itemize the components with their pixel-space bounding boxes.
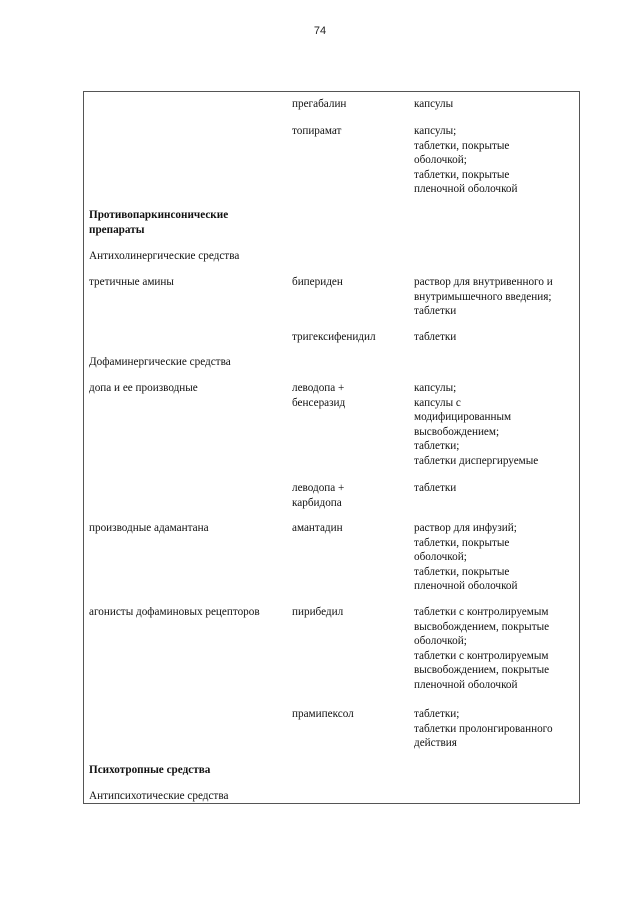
- dosage-form-line: таблетки, покрытые: [414, 536, 510, 549]
- dosage-form-line: капсулы: [414, 98, 454, 110]
- dosage-form-line: таблетки с контролируемым: [414, 649, 549, 662]
- drug-class: третичные амины: [89, 276, 174, 288]
- dosage-form-line: таблетки с контролируемым: [414, 606, 549, 618]
- drug-name: прегабалин: [292, 98, 347, 110]
- dosage-form-line: оболочкой;: [414, 154, 467, 167]
- drug-class: агонисты дофаминовых рецепторов: [89, 606, 260, 618]
- dosage-form-line: оболочкой;: [414, 635, 467, 648]
- drug-name: пирибедил: [292, 606, 344, 618]
- dosage-form-line: таблетки, покрытые: [414, 168, 510, 181]
- dosage-form-line: пленочной оболочкой: [414, 679, 518, 691]
- dosage-form-line: высвобождением, покрытые: [414, 620, 550, 633]
- drug-name: прамипексол: [292, 708, 354, 720]
- dosage-form-line: высвобождением;: [414, 425, 500, 438]
- dosage-form-line: капсулы;: [414, 125, 457, 137]
- subgroup-heading: Дофаминергические средства: [89, 356, 231, 368]
- drug-name: леводопа +: [292, 482, 345, 494]
- drug-name: леводопа +: [292, 382, 345, 394]
- dosage-form-line: капсулы с: [414, 396, 461, 409]
- dosage-form-line: внутримышечного введения;: [414, 290, 552, 303]
- drug-name: бенсеразид: [292, 396, 346, 409]
- drug-name: топирамат: [292, 125, 342, 137]
- dosage-form-line: таблетки пролонгированного: [414, 722, 553, 735]
- dosage-form-line: модифицированным: [414, 411, 512, 424]
- page-number: 74: [313, 25, 327, 37]
- subgroup-heading: Антихолинергические средства: [89, 250, 240, 262]
- dosage-form-line: раствор для инфузий;: [414, 522, 517, 534]
- drug-class: допа и ее производные: [89, 382, 198, 394]
- dosage-form-line: пленочной оболочкой: [414, 183, 518, 196]
- dosage-form-line: капсулы;: [414, 382, 457, 394]
- dosage-form-line: таблетки, покрытые: [414, 139, 510, 152]
- dosage-form-line: таблетки: [414, 305, 457, 318]
- dosage-form-line: таблетки;: [414, 440, 460, 453]
- group-heading: Противопаркинсонические: [89, 209, 229, 221]
- dosage-form-line: таблетки, покрытые: [414, 565, 510, 578]
- group-heading: препараты: [89, 223, 145, 236]
- drug-name: карбидопа: [292, 496, 342, 509]
- dosage-form-line: пленочной оболочкой: [414, 580, 518, 593]
- dosage-form-line: раствор для внутривенного и: [414, 276, 553, 288]
- dosage-form-line: таблетки: [414, 482, 457, 494]
- dosage-form-line: таблетки диспергируемые: [414, 455, 539, 467]
- group-heading: Психотропные средства: [89, 764, 211, 776]
- drug-table: [83, 91, 580, 804]
- dosage-form-line: действия: [414, 737, 457, 750]
- drug-class: производные адамантана: [89, 522, 209, 534]
- drug-name: амантадин: [292, 522, 343, 534]
- dosage-form-line: таблетки: [414, 331, 457, 343]
- drug-name: тригексифенидил: [292, 331, 376, 343]
- drug-name: бипериден: [292, 276, 343, 288]
- dosage-form-line: оболочкой;: [414, 551, 467, 564]
- subgroup-heading: Антипсихотические средства: [89, 790, 229, 802]
- dosage-form-line: таблетки;: [414, 708, 460, 720]
- dosage-form-line: высвобождением, покрытые: [414, 664, 550, 677]
